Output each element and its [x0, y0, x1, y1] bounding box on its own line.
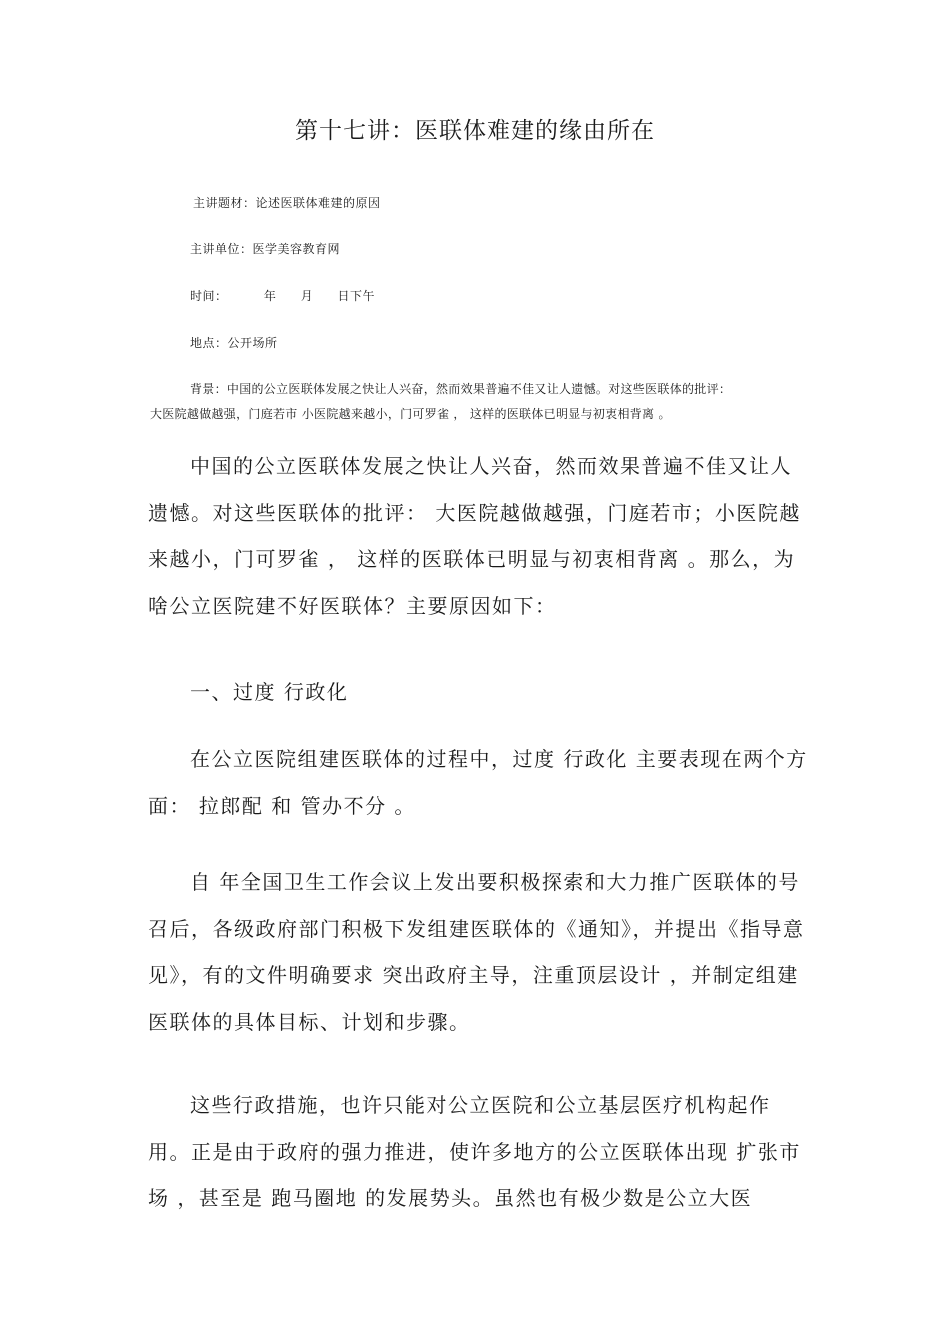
- paragraph-expansion: 这些行政措施，也许只能对公立医院和公立基层医疗机构起作用。正是由于政府的强力推进，使许多地方的公立医联体出现 扩张市场 ，甚至是 跑马圈地 的发展势头。虽然也有极少数是公立大医: [148, 1093, 801, 1210]
- background-line-1: 背景：中国的公立医联体发展之快让人兴奋，然而效果普遍不佳又让人遗憾。对这些医联体的批评：: [190, 382, 732, 396]
- meta-time-label: 时间：: [190, 289, 228, 303]
- meta-time-day: 日下午: [337, 289, 376, 303]
- meta-time-month: 月: [300, 289, 314, 303]
- meta-topic: 主讲题材：论述医联体难建的原因: [193, 196, 381, 210]
- background-line-2: 大医院越做越强，门庭若市 小医院越来越小，门可罗雀 ， 这样的医联体已明显与初衷相背离 。: [150, 407, 671, 421]
- paragraph-admin: 在公立医院组建医联体的过程中，过度 行政化 主要表现在两个方面： 拉郎配 和 管办不分 。: [148, 747, 808, 818]
- page-title: 第十七讲：医联体难建的缘由所在: [295, 118, 655, 144]
- paragraph-policy: 自 年全国卫生工作会议上发出要积极探索和大力推广医联体的号召后，各级政府部门积极下发组建医联体的《通知》，并提出《指导意见》，有的文件明确要求 突出政府主导，注重顶层设计 ，并制定组建医联体的具体目标、计划和步骤。: [148, 870, 805, 1034]
- paragraph-intro: 中国的公立医联体发展之快让人兴奋，然而效果普遍不佳又让人遗憾。对这些医联体的批评： 大医院越做越强，门庭若市；小医院越来越小，门可罗雀 ， 这样的医联体已明显与初衷相背离 。那么，为啥公立医院建不好医联体？主要原因如下：: [148, 454, 801, 618]
- meta-unit: 主讲单位：医学美容教育网: [190, 242, 341, 256]
- meta-place: 地点：公开场所: [190, 336, 278, 350]
- meta-time-year: 年: [263, 289, 277, 303]
- section-heading-1: 一、过度 行政化: [190, 680, 349, 704]
- meta-time: [190, 287, 375, 304]
